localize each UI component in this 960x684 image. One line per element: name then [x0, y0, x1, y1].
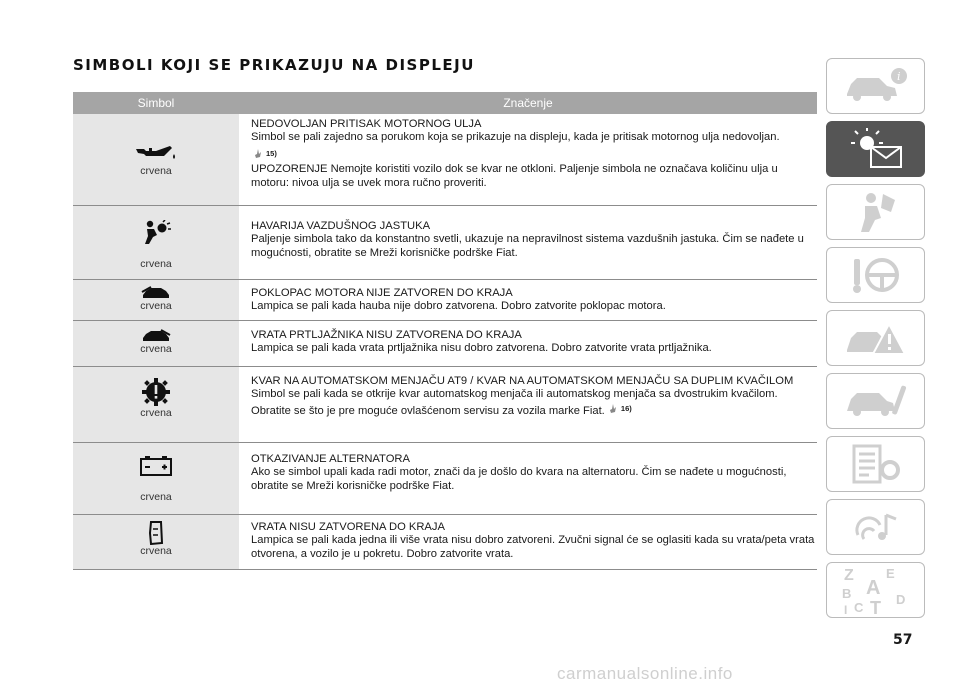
row-heading: VRATA PRTLJAŽNIKA NISU ZATVORENA DO KRAJA [251, 329, 522, 341]
tab-maintenance[interactable] [826, 373, 925, 429]
symbol-color-label: crvena [140, 491, 172, 503]
boot-open-icon [141, 329, 171, 343]
header-symbol: Simbol [137, 96, 175, 110]
header-meaning: Značenje [503, 96, 553, 110]
row-heading: OTKAZIVANJE ALTERNATORA [251, 453, 410, 465]
chapter-sidebar [826, 58, 925, 625]
svg-text:i: i [896, 70, 901, 83]
row-heading: POKLOPAC MOTORA NIJE ZATVOREN DO KRAJA [251, 287, 513, 299]
tab-safety[interactable] [826, 184, 925, 240]
warning-light-message-icon [841, 127, 911, 171]
svg-text:I: I [843, 603, 847, 616]
svg-text:T: T [869, 598, 881, 616]
table-row [73, 206, 817, 280]
table-row [73, 321, 817, 367]
row-text: Paljenje simbola tako da konstantno svetli, ukazuje na nepravilnost sistema vazdušnih jastuka. Čim se nađete u mogućnosti, obratite se Mreži korisničke podrške Fiat. [251, 233, 804, 259]
row-warning-text: UPOZORENJE Nemojte koristiti vozilo dok se kvar ne otkloni. Paljenje simbola ne označava količinu ulja u motoru: nivoa ulja se uvek mora ručno proveriti. [251, 163, 778, 189]
symbols-table [73, 92, 817, 570]
svg-text:D: D [895, 592, 905, 607]
door-open-icon [148, 521, 164, 545]
steering-key-icon [846, 253, 906, 297]
warning-hand-icon [253, 148, 264, 159]
tab-index[interactable] [826, 562, 925, 618]
row-text: Lampica se pali kada hauba nije dobro zatvorena. Dobro zatvorite poklopac motora. [251, 300, 666, 313]
row-heading: NEDOVOLJAN PRITISAK MOTORNOG ULJA [251, 118, 482, 130]
page-number: 57 [893, 632, 913, 648]
tab-multimedia[interactable] [826, 499, 925, 555]
warning-hand-icon [608, 403, 619, 414]
technical-data-icon [846, 442, 906, 486]
table-row [73, 280, 817, 321]
page-title: SIMBOLI KOJI SE PRIKAZUJU NA DISPLEJU [73, 56, 475, 74]
table-header [73, 92, 817, 114]
row-text: Simbol se pali zajedno sa porukom koja se prikazuje na displeju, kada je pritisak motornog ulja nedovoljan. [251, 131, 780, 144]
symbol-color-label: crvena [140, 300, 172, 312]
table-row [73, 367, 817, 443]
reference-number: 15) [266, 148, 277, 158]
seat-belt-airbag-icon [851, 190, 901, 234]
row-heading: VRATA NISU ZATVORENA DO KRAJA [251, 521, 445, 533]
svg-text:C: C [853, 600, 863, 615]
svg-text:Z: Z [843, 567, 854, 584]
symbol-color-label: crvena [140, 165, 172, 177]
tab-technical-data[interactable] [826, 436, 925, 492]
symbol-color-label: crvena [140, 258, 172, 270]
bonnet-open-icon [141, 286, 171, 300]
gearbox-fault-icon [141, 377, 171, 407]
row-heading: HAVARIJA VAZDUŠNOG JASTUKA [251, 220, 431, 232]
multimedia-icon [846, 505, 906, 549]
watermark: carmanualsonline.info [557, 664, 733, 683]
emergency-warning-icon [843, 316, 909, 360]
car-info-icon [841, 66, 911, 106]
table-row [73, 515, 817, 570]
airbag-icon [141, 220, 171, 246]
index-letters-icon [836, 564, 916, 616]
table-row [73, 114, 817, 206]
symbol-color-label: crvena [140, 407, 172, 419]
battery-icon [139, 455, 173, 477]
tab-vehicle-info[interactable] [826, 58, 925, 114]
oil-pressure-icon [134, 141, 178, 165]
tab-warning-lights[interactable] [826, 121, 925, 177]
reference-number: 16) [620, 403, 632, 413]
row-text: Ako se simbol upali kada radi motor, znači da je došlo do kvara na alternatoru. Čim se nađete u mogućnosti, obratite se Mreži korisničke podrške Fiat. [251, 466, 787, 492]
row-text: Lampica se pali kada jedna ili više vrata nisu dobro zatvoreni. Zvučni signal će se oglasiti kada su vrata/peta vrata otvorena, a vozilo je u pokretu. Dobro zatvorite vrata. [251, 534, 815, 560]
symbol-color-label: crvena [140, 545, 172, 557]
car-maintenance-icon [843, 379, 909, 423]
table-row [73, 443, 817, 515]
svg-text:E: E [885, 566, 895, 581]
tab-emergency[interactable] [826, 310, 925, 366]
row-text: Simbol se pali kada se otkrije kvar automatskog menjača ili automatskog menjača sa dvostrukim kvačilom. Obratite se što je pre moguće ovlašćenom servisu za vozila marke Fiat. [251, 388, 778, 418]
row-heading: KVAR NA AUTOMATSKOM MENJAČU AT9 / KVAR NA AUTOMATSKOM MENJAČU SA DUPLIM KVAČILOM [251, 375, 794, 387]
tab-starting-driving[interactable] [826, 247, 925, 303]
svg-text:A: A [865, 577, 880, 599]
symbol-color-label: crvena [140, 343, 172, 355]
row-text: Lampica se pali kada vrata prtljažnika nisu dobro zatvorena. Dobro zatvorite vrata prtljažnika. [251, 342, 712, 355]
svg-text:B: B [841, 586, 851, 601]
